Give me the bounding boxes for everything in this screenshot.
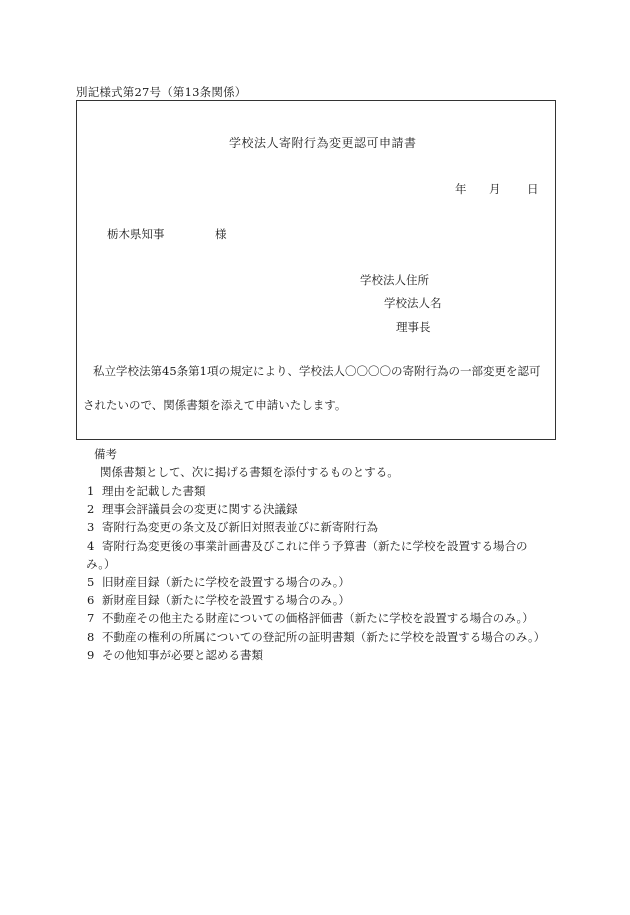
list-item — [78, 646, 558, 664]
addressee-name: 栃木県知事 — [107, 227, 165, 241]
list-item-number: 5 — [87, 575, 95, 590]
list-item — [78, 573, 558, 591]
notes-list — [78, 482, 558, 664]
list-item-number: 9 — [87, 647, 95, 662]
date-row — [455, 181, 539, 197]
addressee — [107, 226, 227, 242]
list-item-number: 8 — [87, 629, 95, 644]
applicant-address-label: 学校法人住所 — [360, 273, 429, 287]
document-title: 学校法人寄附行為変更認可申請書 — [229, 136, 417, 150]
body-text-line-1: 私立学校法第45条第1項の規定により、学校法人〇〇〇〇の寄附行為の一部変更を認可 — [93, 364, 541, 378]
list-item — [78, 628, 558, 646]
application-form-box — [76, 100, 556, 440]
list-item-text: その他知事が必要と認める書類 — [102, 647, 263, 662]
notes-intro: 関係書類として、次に掲げる書類を添付するものとする。 — [100, 465, 399, 479]
list-item-text: 不動産の権利の所属についての登記所の証明書類（新たに学校を設置する場合のみ。） — [102, 629, 546, 644]
list-item-number: 6 — [87, 593, 95, 608]
list-item-text: 不動産その他主たる財産についての価格評価書（新たに学校を設置する場合のみ。） — [102, 611, 534, 626]
list-item-text: 旧財産目録（新たに学校を設置する場合のみ。） — [102, 575, 350, 590]
notes-title: 備考 — [94, 447, 117, 461]
addressee-honorific: 様 — [215, 227, 227, 241]
list-item — [78, 500, 558, 518]
list-item-text: 寄附行為変更後の事業計画書及びこれに伴う予算書（新たに学校を設置する場合の — [102, 538, 528, 553]
list-item — [78, 518, 558, 536]
list-item-number: 1 — [87, 484, 95, 498]
list-item-number: 4 — [87, 538, 95, 553]
date-month-label: 月 — [489, 182, 501, 196]
list-item-text: 新財産目録（新たに学校を設置する場合のみ。） — [102, 593, 350, 608]
body-text-line-2: されたいので、関係書類を添えて申請いたします。 — [83, 398, 347, 412]
list-item — [78, 537, 558, 573]
form-number: 別記様式第27号（第13条関係） — [76, 85, 247, 99]
applicant-chair-label: 理事長 — [396, 320, 431, 334]
list-item-continuation: み。） — [86, 556, 116, 571]
date-year-label: 年 — [455, 182, 467, 196]
list-item-number: 3 — [87, 520, 95, 535]
list-item-text: 理事会評議員会の変更に関する決議録 — [102, 502, 298, 517]
list-item-text: 寄附行為変更の条文及び新旧対照表並びに新寄附行為 — [102, 520, 378, 535]
list-item-text: 理由を記載した書類 — [102, 484, 206, 498]
list-item-number: 2 — [87, 502, 95, 517]
list-item — [78, 591, 558, 609]
list-item — [78, 609, 558, 627]
date-day-label: 日 — [527, 182, 539, 196]
applicant-name-label: 学校法人名 — [384, 296, 442, 310]
list-item-number: 7 — [87, 611, 95, 626]
list-item — [78, 482, 558, 500]
